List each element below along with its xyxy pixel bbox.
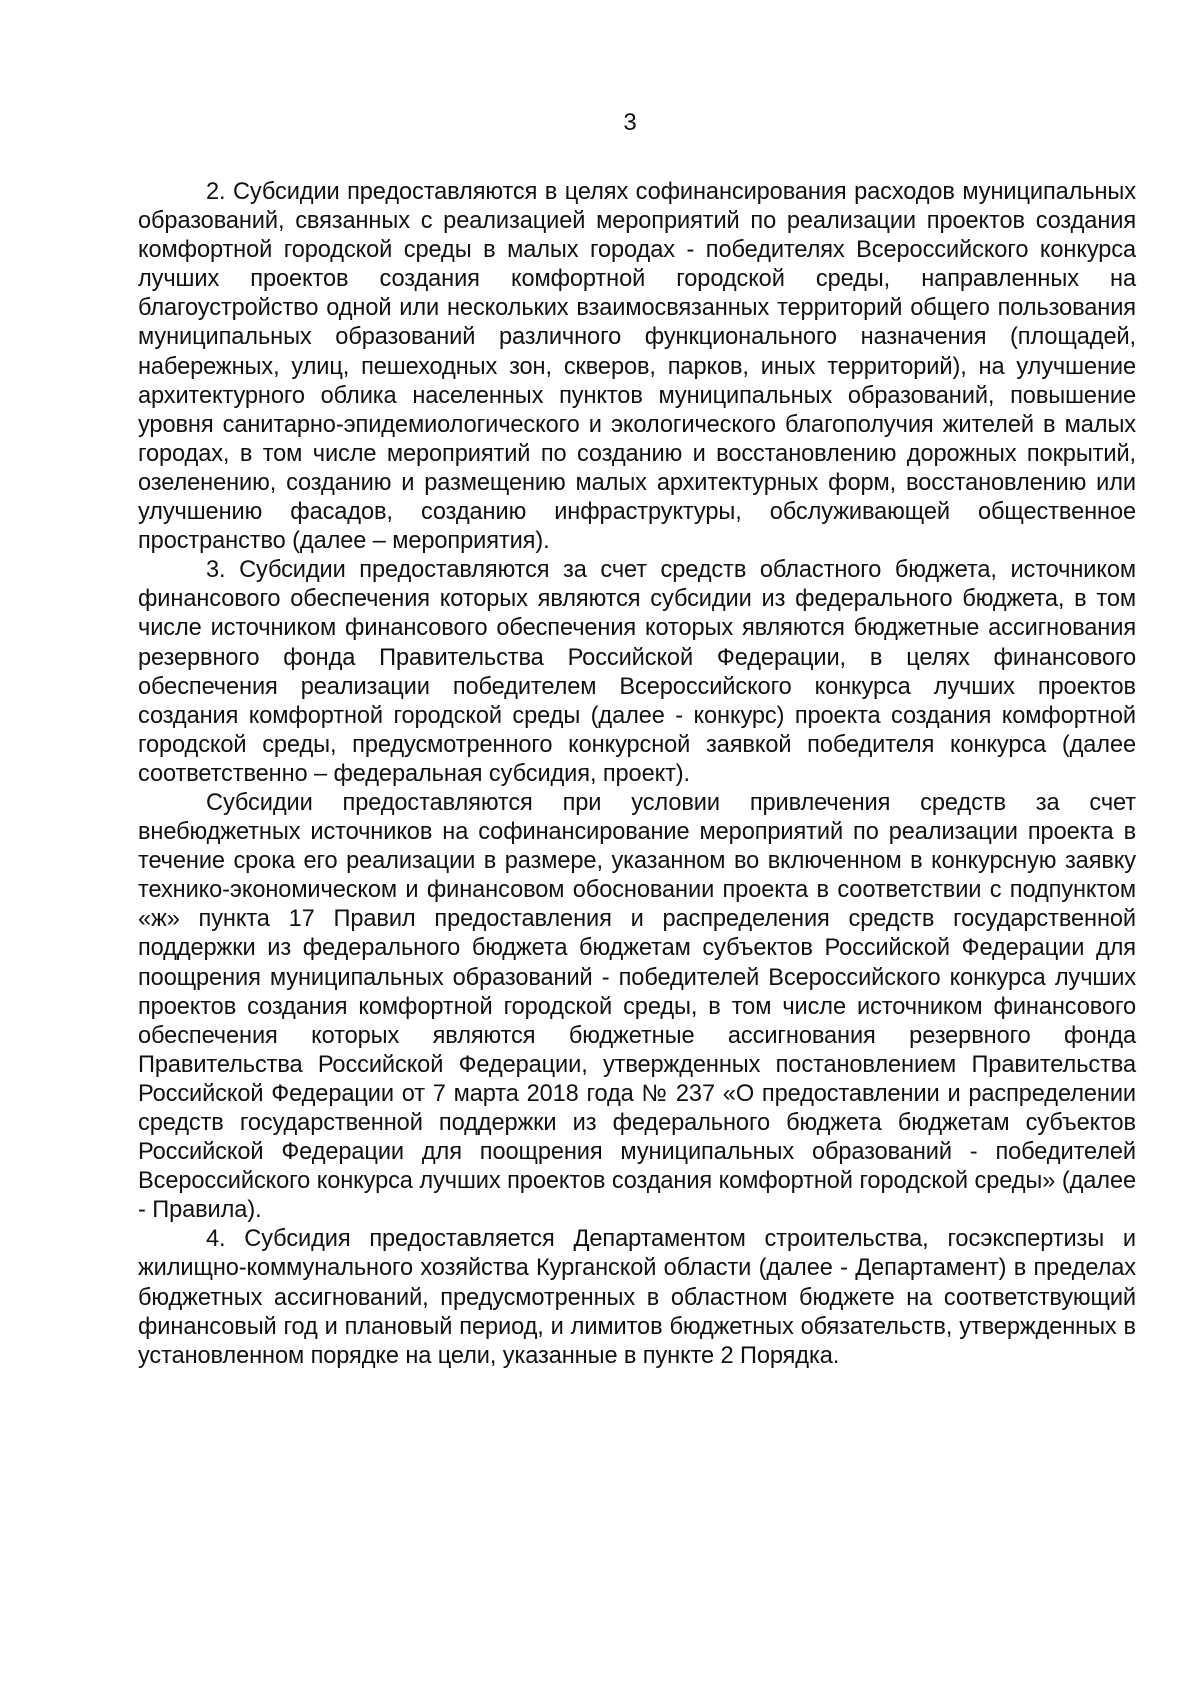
document-body	[138, 178, 1136, 1371]
page-number: 3	[623, 109, 637, 136]
paragraph-item-4: 4. Субсидия предоставляется Департаментом строительства, госэкспертизы и жилищно-коммунального хозяйства Курганской области (далее - Департамент) в пределах бюджетных ассигнований, предусмотренных в областном бюджете на соответствующий финансовый год и плановый период, и лимитов бюджетных обязательств, утвержденных в установленном порядке на цели, указанные в пункте 2 Порядка.	[138, 1226, 1136, 1369]
paragraph-item-2: 2. Субсидии предоставляются в целях софинансирования расходов муниципальных образований, связанных с реализацией мероприятий по реализации проектов создания комфортной городской среды в малых городах - победителях Всероссийского конкурса лучших проектов создания комфортной городской среды, направленных на благоустройство одной или нескольких взаимосвязанных территорий общего пользования муниципальных образований различного функционального назначения (площадей, набережных, улиц, пешеходных зон, скверов, парков, иных территорий), на улучшение архитектурного облика населенных пунктов муниципальных образований, повышение уровня санитарно-эпидемиологического и экологического благополучия жителей в малых городах, в том числе мероприятий по созданию и восстановлению дорожных покрытий, озеленению, созданию и размещению малых архитектурных форм, восстановлению или улучшению фасадов, созданию инфраструктуры, обслуживающей общественное пространство (далее – мероприятия).	[138, 179, 1136, 555]
paragraph-item-3: 3. Субсидии предоставляются за счет средств областного бюджета, источником финансового обеспечения которых являются субсидии из федерального бюджета, в том числе источником финансового обеспечения которых являются бюджетные ассигнования резервного фонда Правительства Российской Федерации, в целях финансового обеспечения реализации победителем Всероссийского конкурса лучших проектов создания комфортной городской среды (далее - конкурс) проекта создания комфортной городской среды, предусмотренного конкурсной заявкой победителя конкурса (далее соответственно – федеральная субсидия, проект).	[138, 557, 1136, 787]
paragraph-subsidy-conditions: Субсидии предоставляются при условии привлечения средств за счет внебюджетных источников на софинансирование мероприятий по реализации проекта в течение срока его реализации в размере, указанном во включенном в конкурсную заявку технико-экономическом и финансовом обосновании проекта в соответствии с подпунктом «ж» пункта 17 Правил предоставления и распределения средств государственной поддержки из федерального бюджета бюджетам субъектов Российской Федерации для поощрения муниципальных образований - победителей Всероссийского конкурса лучших проектов создания комфортной городской среды, в том числе источником финансового обеспечения которых являются бюджетные ассигнования резервного фонда Правительства Российской Федерации, утвержденных постановлением Правительства Российской Федерации от 7 марта 2018 года № 237 «О предоставлении и распределении средств государственной поддержки из федерального бюджета бюджетам субъектов Российской Федерации для поощрения муниципальных образований - победителей Всероссийского конкурса лучших проектов создания комфортной городской среды» (далее - Правила).	[138, 789, 1136, 1224]
